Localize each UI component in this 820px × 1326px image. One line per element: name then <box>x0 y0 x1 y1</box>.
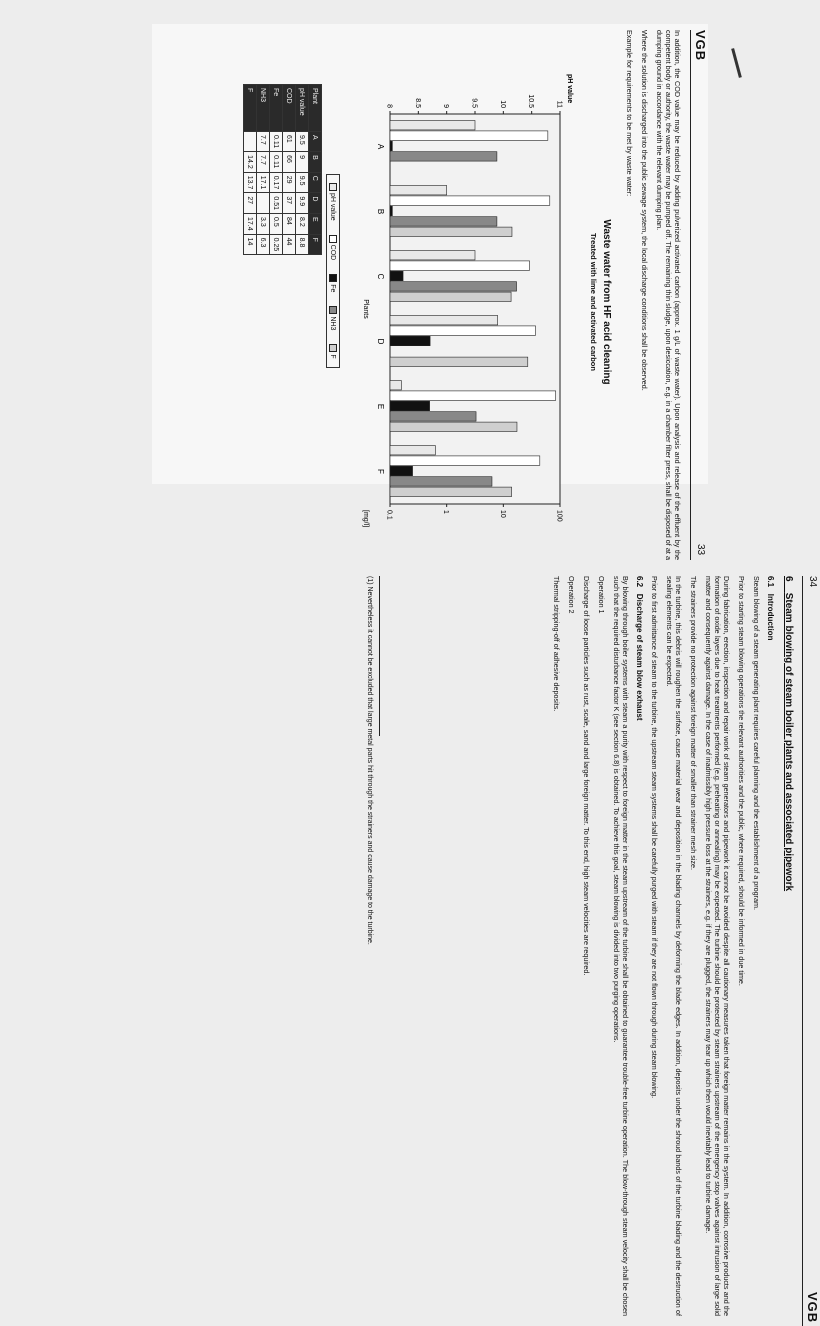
bar <box>390 292 511 301</box>
paragraph: Discharge of loose particles such as rust, scale, sand and large foreign matter. To this end, high steam velocities are required. <box>582 576 591 976</box>
bar <box>390 141 392 150</box>
scan-mark <box>731 48 742 78</box>
left-tick-label: 10 <box>498 100 506 108</box>
bar <box>390 381 401 390</box>
page-logo: VGB <box>693 30 708 62</box>
category-label: A <box>376 143 385 150</box>
right-axis-label: [mg/l] <box>362 510 369 528</box>
table-row: NH3 7.7 7.7 17.1 3.3 6.3 <box>257 85 270 255</box>
bar <box>390 466 413 475</box>
legend-item-cod: COD <box>329 235 337 261</box>
bar <box>390 282 517 291</box>
bar <box>390 186 447 195</box>
left-tick-label: 10.5 <box>527 94 535 108</box>
paragraph: Steam blowing of a steam generating plant requires careful planning and the establishment of a program. <box>752 576 761 911</box>
legend-item-ph: pH value <box>329 183 337 221</box>
left-tick-label: 9 <box>442 104 450 108</box>
data-table <box>243 84 322 255</box>
category-label: C <box>376 273 385 280</box>
bar <box>390 131 548 140</box>
right-tick-label: 0.1 <box>385 510 393 520</box>
left-tick-label: 8.5 <box>413 98 421 108</box>
table-row: Fe 0.11 0.11 0.17 0.51 0.5 0.25 <box>270 85 283 255</box>
bar <box>390 217 497 226</box>
chart-subtitle: Treated with lime and activated carbon <box>589 233 598 371</box>
page-number: 34 <box>807 576 818 588</box>
left-tick-label: 8 <box>385 104 393 108</box>
x-axis-label: Plants <box>362 299 369 319</box>
table-row: F 14.2 13.7 27 17.4 14 <box>244 85 257 255</box>
paragraph: Operation 1 <box>597 576 606 614</box>
paragraph: Example for requirements to be met by waste water: <box>625 30 634 197</box>
chart-legend <box>326 174 340 368</box>
bar <box>390 152 497 161</box>
page-logo: VGB <box>805 1292 820 1324</box>
right-tick-label: 10 <box>498 510 506 518</box>
footnote-rule <box>379 576 380 736</box>
bar <box>390 446 435 455</box>
chart-title: Waste water from HF acid cleaning <box>601 219 612 385</box>
data-table-wrap <box>243 84 322 255</box>
bar <box>390 391 556 400</box>
page-34-text <box>546 576 794 1316</box>
legend-item-nh3: NH3 <box>329 306 337 330</box>
right-tick-label: 1 <box>442 510 450 514</box>
bar <box>390 227 512 236</box>
bar <box>390 326 536 335</box>
table-row: pH value 9.5 9 9.5 9.9 8.2 8.8 <box>296 85 309 255</box>
bar <box>390 316 498 325</box>
page-number: 33 <box>695 544 706 556</box>
bar <box>390 477 492 486</box>
category-label: D <box>376 338 385 345</box>
paragraph: The strainers provide no protection against foreign matter of smaller than strainer mesh size. <box>689 576 698 871</box>
bar <box>390 401 430 410</box>
bar <box>390 271 403 280</box>
bar <box>390 251 475 260</box>
paragraph: In the turbine, this debris will roughen the surface, cause material wear and deposition in the blading channels by deforming the blade edges. In addition, deposits under the shroud bands of the turbine blading and the destruction of sealing elements can be expected. <box>665 576 683 1316</box>
bar <box>390 206 392 215</box>
bar <box>390 357 528 366</box>
paragraph: Operation 2 <box>567 576 576 614</box>
paragraph: Prior to first admittance of steam to the turbine, the upstream steam systems shall be carefully purged with steam if they are not flown through during steam blowing. <box>650 576 659 1099</box>
legend-item-fe: Fe <box>329 274 337 292</box>
paragraph: Thermal stripping-off of adhesive deposits. <box>552 576 561 712</box>
paragraph: In addition, the COD value may be reduced by adding pulverized activated carbon (approx. 1 g/L of waste water). Upon analysis and release of the effluent by the competent body or authority, the waste water may be pumped off. The remaining thin sludge, upon desiccation, e.g. in a chamber filter press, shall be disposed of at a dumping ground in accordance with the relevant dumping plan. <box>655 30 682 560</box>
page-33-text <box>619 30 682 560</box>
bar <box>390 422 517 431</box>
paragraph: Where the solution is discharged into the public sewage system, the local discharge conditions shall be observed. <box>640 30 649 391</box>
category-label: B <box>376 208 385 215</box>
subsection-heading: 6.1 Introduction <box>766 576 775 641</box>
category-label: F <box>376 469 385 474</box>
paragraph: Prior to starting steam blowing operations the relevant authorities and the public, where required, should be informed in due time. <box>737 576 746 986</box>
page-33 <box>152 24 708 560</box>
table-header-row: Plant A B C D E F <box>309 85 322 255</box>
left-tick-label: 11 <box>555 100 563 108</box>
bar <box>390 487 512 496</box>
header-rule <box>802 576 803 1326</box>
bar <box>390 121 475 130</box>
paragraph: By blowing through boiler systems with steam a purity with respect to foreign matter in the steam upstream of the turbine shall be obtained to guarantee trouble-free turbine operation. The blow-through steam velocity shall be chosen such that the required disturbance factor K (see section 6.8) is obtained. To achieve this goal, steam blowing is divided into two purging operations. <box>612 576 630 1316</box>
page-34 <box>60 570 820 1324</box>
bar <box>390 336 430 345</box>
bar <box>390 261 530 270</box>
bar <box>390 196 550 205</box>
table-row: COD 61 66 29 37 84 44 <box>283 85 296 255</box>
bar <box>390 456 540 465</box>
section-heading: 6 Steam blowing of steam boiler plants and associated pipework <box>783 576 794 892</box>
bar-chart <box>350 24 590 580</box>
footnote: (1) Nevertheless it cannot be excluded that large metal parts hit through the strainers and cause damage to the turbine. <box>366 576 373 945</box>
legend-item-f: F <box>329 344 337 358</box>
category-label: E <box>376 403 385 410</box>
left-axis-label: pH value <box>566 74 573 104</box>
subsection-heading: 6.2 Discharge of steam blow exhaust <box>635 576 644 721</box>
paragraph: During fabrication, erection, inspection and repair work of steam generators and pipework it cannot be avoided despite all cautionary measures taken that foreign matter remains in the system. In addition, corrosive products and the formation of oxide layers due to heat treatments performed (e.g. preheating or annealing) may be expected. The turbine should be protected by steam strainers upstream of the emergency stop valves against intrusion of large solid matter and consequently against damage. In the case of inadmissibly high pressure loss at the strainers, e.g. if they are plugged, the strainers may tear up which then would inevitably lead to turbine damage. <box>704 576 731 1316</box>
header-rule <box>690 30 691 560</box>
left-tick-label: 9.5 <box>470 98 478 108</box>
right-tick-label: 100 <box>555 510 563 522</box>
bar <box>390 412 476 421</box>
